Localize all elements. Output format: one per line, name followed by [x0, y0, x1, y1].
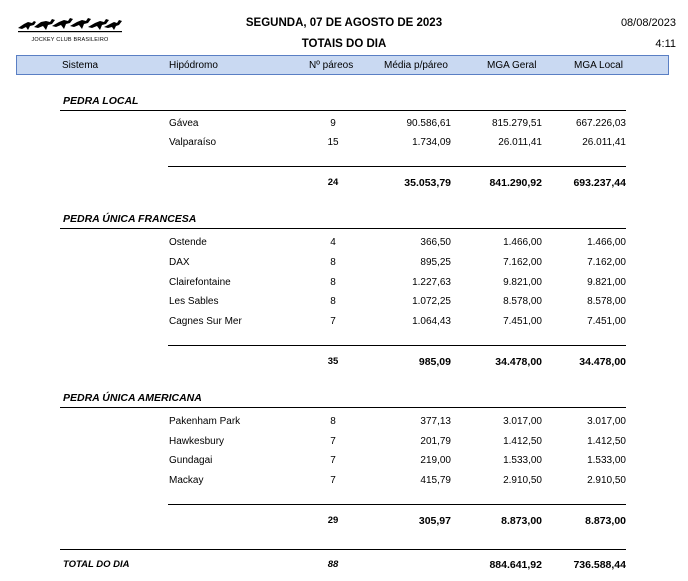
table-row — [0, 316, 688, 330]
total-row — [0, 559, 688, 573]
table-row — [0, 296, 688, 310]
pareos-cell: 8 — [330, 257, 336, 268]
media-cell: 219,00 — [420, 455, 451, 466]
group-divider — [60, 407, 626, 408]
subtotal-divider — [168, 345, 626, 346]
mga-geral-cell: 3.017,00 — [503, 416, 542, 427]
media-cell: 377,13 — [420, 416, 451, 427]
hipodromo-cell: Cagnes Sur Mer — [169, 316, 242, 327]
mga-local-cell: 7.451,00 — [587, 316, 626, 327]
hipodromo-cell: Les Sables — [169, 296, 219, 307]
hipodromo-cell: Valparaíso — [169, 137, 217, 148]
hipodromo-cell: Gundagai — [169, 455, 213, 466]
pareos-cell: 9 — [330, 118, 336, 129]
subtotal-mga-local: 693.237,44 — [573, 177, 626, 189]
mga-geral-cell: 7.451,00 — [503, 316, 542, 327]
table-row — [0, 137, 688, 151]
subtotal-mga-local: 34.478,00 — [579, 356, 626, 368]
mga-geral-cell: 7.162,00 — [503, 257, 542, 268]
subtotal-mga-geral: 8.873,00 — [501, 515, 542, 527]
hipodromo-cell: Mackay — [169, 475, 204, 486]
media-cell: 415,79 — [420, 475, 451, 486]
media-cell: 895,25 — [420, 257, 451, 268]
subtotal-media: 305,97 — [418, 515, 451, 527]
pareos-cell: 7 — [330, 475, 336, 486]
pareos-cell: 8 — [330, 296, 336, 307]
column-header-bar — [16, 55, 669, 75]
mga-geral-cell: 2.910,50 — [503, 475, 542, 486]
mga-local-cell: 9.821,00 — [587, 277, 626, 288]
table-row — [0, 277, 688, 291]
hipodromo-cell: Clairefontaine — [169, 277, 231, 288]
pareos-cell: 4 — [330, 237, 336, 248]
media-cell: 1.734,09 — [412, 137, 451, 148]
media-cell: 1.064,43 — [412, 316, 451, 327]
total-mga-local: 736.588,44 — [573, 559, 626, 571]
report-date-title: SEGUNDA, 07 DE AGOSTO DE 2023 — [245, 17, 443, 29]
pareos-cell: 15 — [327, 137, 339, 148]
subtotal-pareos: 29 — [327, 515, 339, 526]
pareos-cell: 7 — [330, 316, 336, 327]
hipodromo-cell: Pakenham Park — [169, 416, 241, 427]
col-mga-local: MGA Local — [574, 60, 623, 71]
col-num-pareos: Nº páreos — [309, 60, 354, 71]
media-cell: 1.227,63 — [412, 277, 451, 288]
subtotal-mga-geral: 34.478,00 — [495, 356, 542, 368]
hipodromo-cell: DAX — [169, 257, 190, 268]
media-cell: 90.586,61 — [406, 118, 451, 129]
group-title: PEDRA LOCAL — [63, 95, 139, 107]
table-row — [0, 257, 688, 271]
group-title: PEDRA ÚNICA FRANCESA — [63, 213, 197, 225]
media-cell: 201,79 — [420, 436, 451, 447]
pareos-cell: 7 — [330, 436, 336, 447]
table-row — [0, 455, 688, 469]
mga-geral-cell: 8.578,00 — [503, 296, 542, 307]
hipodromo-cell: Ostende — [169, 237, 207, 248]
print-time: 4:11 — [655, 38, 676, 50]
col-mga-geral: MGA Geral — [487, 60, 537, 71]
mga-geral-cell: 1.412,50 — [503, 436, 542, 447]
table-row — [0, 237, 688, 251]
pareos-cell: 8 — [330, 277, 336, 288]
subtotal-pareos: 35 — [327, 356, 339, 367]
subtotal-pareos: 24 — [327, 177, 339, 188]
table-row — [0, 475, 688, 489]
subtotal-mga-geral: 841.290,92 — [489, 177, 542, 189]
mga-geral-cell: 26.011,41 — [498, 137, 542, 148]
subtotal-mga-local: 8.873,00 — [585, 515, 626, 527]
col-hipodromo: Hipódromo — [169, 60, 218, 71]
subtotal-divider — [168, 504, 626, 505]
subtotal-divider — [168, 166, 626, 167]
subtotal-row — [0, 177, 688, 191]
group-divider — [60, 228, 626, 229]
mga-local-cell: 8.578,00 — [587, 296, 626, 307]
subtotal-media: 985,09 — [418, 356, 451, 368]
total-divider — [60, 549, 626, 550]
media-cell: 1.072,25 — [412, 296, 451, 307]
subtotal-media: 35.053,79 — [404, 177, 451, 189]
subtotal-row — [0, 515, 688, 529]
group-title: PEDRA ÚNICA AMERICANA — [63, 392, 202, 404]
hipodromo-cell: Gávea — [169, 118, 199, 129]
mga-local-cell: 1.412,50 — [587, 436, 626, 447]
pareos-cell: 7 — [330, 455, 336, 466]
mga-geral-cell: 1.533,00 — [503, 455, 542, 466]
total-pareos: 88 — [327, 559, 339, 570]
mga-local-cell: 7.162,00 — [587, 257, 626, 268]
mga-geral-cell: 9.821,00 — [503, 277, 542, 288]
print-date: 08/08/2023 — [620, 17, 676, 29]
col-media: Média p/páreo — [384, 60, 448, 71]
mga-local-cell: 3.017,00 — [587, 416, 626, 427]
mga-local-cell: 26.011,41 — [582, 137, 626, 148]
subtotal-row — [0, 356, 688, 370]
media-cell: 366,50 — [420, 237, 451, 248]
mga-geral-cell: 815.279,51 — [491, 118, 542, 129]
hipodromo-cell: Hawkesbury — [169, 436, 225, 447]
mga-local-cell: 1.466,00 — [587, 237, 626, 248]
table-row — [0, 118, 688, 132]
logo-text: JOCKEY CLUB BRASILEIRO — [31, 37, 109, 43]
pareos-cell: 8 — [330, 416, 336, 427]
group-divider — [60, 110, 626, 111]
total-label: TOTAL DO DIA — [63, 559, 130, 570]
total-mga-geral: 884.641,92 — [489, 559, 542, 571]
table-row — [0, 436, 688, 450]
mga-geral-cell: 1.466,00 — [503, 237, 542, 248]
mga-local-cell: 2.910,50 — [587, 475, 626, 486]
table-row — [0, 416, 688, 430]
report-subtitle: TOTAIS DO DIA — [301, 38, 387, 50]
mga-local-cell: 1.533,00 — [587, 455, 626, 466]
mga-local-cell: 667.226,03 — [575, 118, 626, 129]
col-sistema: Sistema — [62, 60, 99, 71]
